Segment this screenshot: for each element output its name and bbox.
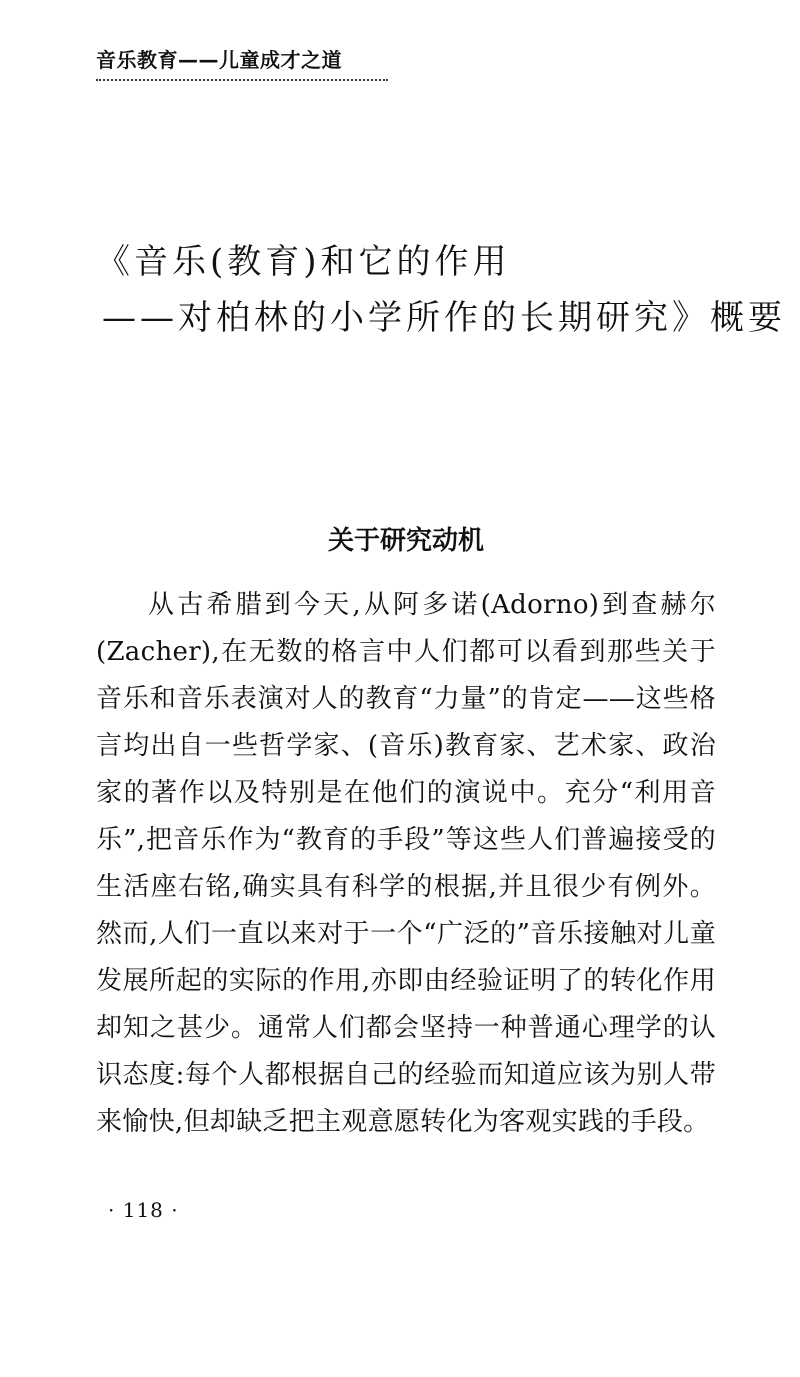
article-title	[96, 234, 786, 346]
section-heading: 关于研究动机	[327, 526, 484, 556]
title-line-1: 《音乐(教育)和它的作用	[96, 242, 511, 282]
body-paragraph: 从古希腊到今天,从阿多诺(Adorno)到查赫尔(Zacher),在无数的格言中人们都可以看到那些关于音乐和音乐表演对人的教育“力量”的肯定——这些格言均出自一些哲学家、(音乐)教育家、艺术家、政治家的著作以及特别是在他们的演说中。充分“利用音乐”,把音乐作为“教育的手段”等这些人们普遍接受的生活座右铭,确实具有科学的根据,并且很少有例外。然而,人们一直以来对于一个“广泛的”音乐接触对儿童发展所起的实际的作用,亦即由经验证明了的转化作用却知之甚少。通常人们都会坚持一种普通心理学的认识态度:每个人都根据自己的经验而知道应该为别人带来愉快,但却缺乏把主观意愿转化为客观实践的手段。	[96, 590, 716, 1137]
page-number: · 118 ·	[108, 1198, 179, 1222]
running-header: 音乐教育——儿童成才之道	[96, 44, 388, 81]
title-line-2: ——对柏林的小学所作的长期研究》概要	[102, 298, 786, 338]
